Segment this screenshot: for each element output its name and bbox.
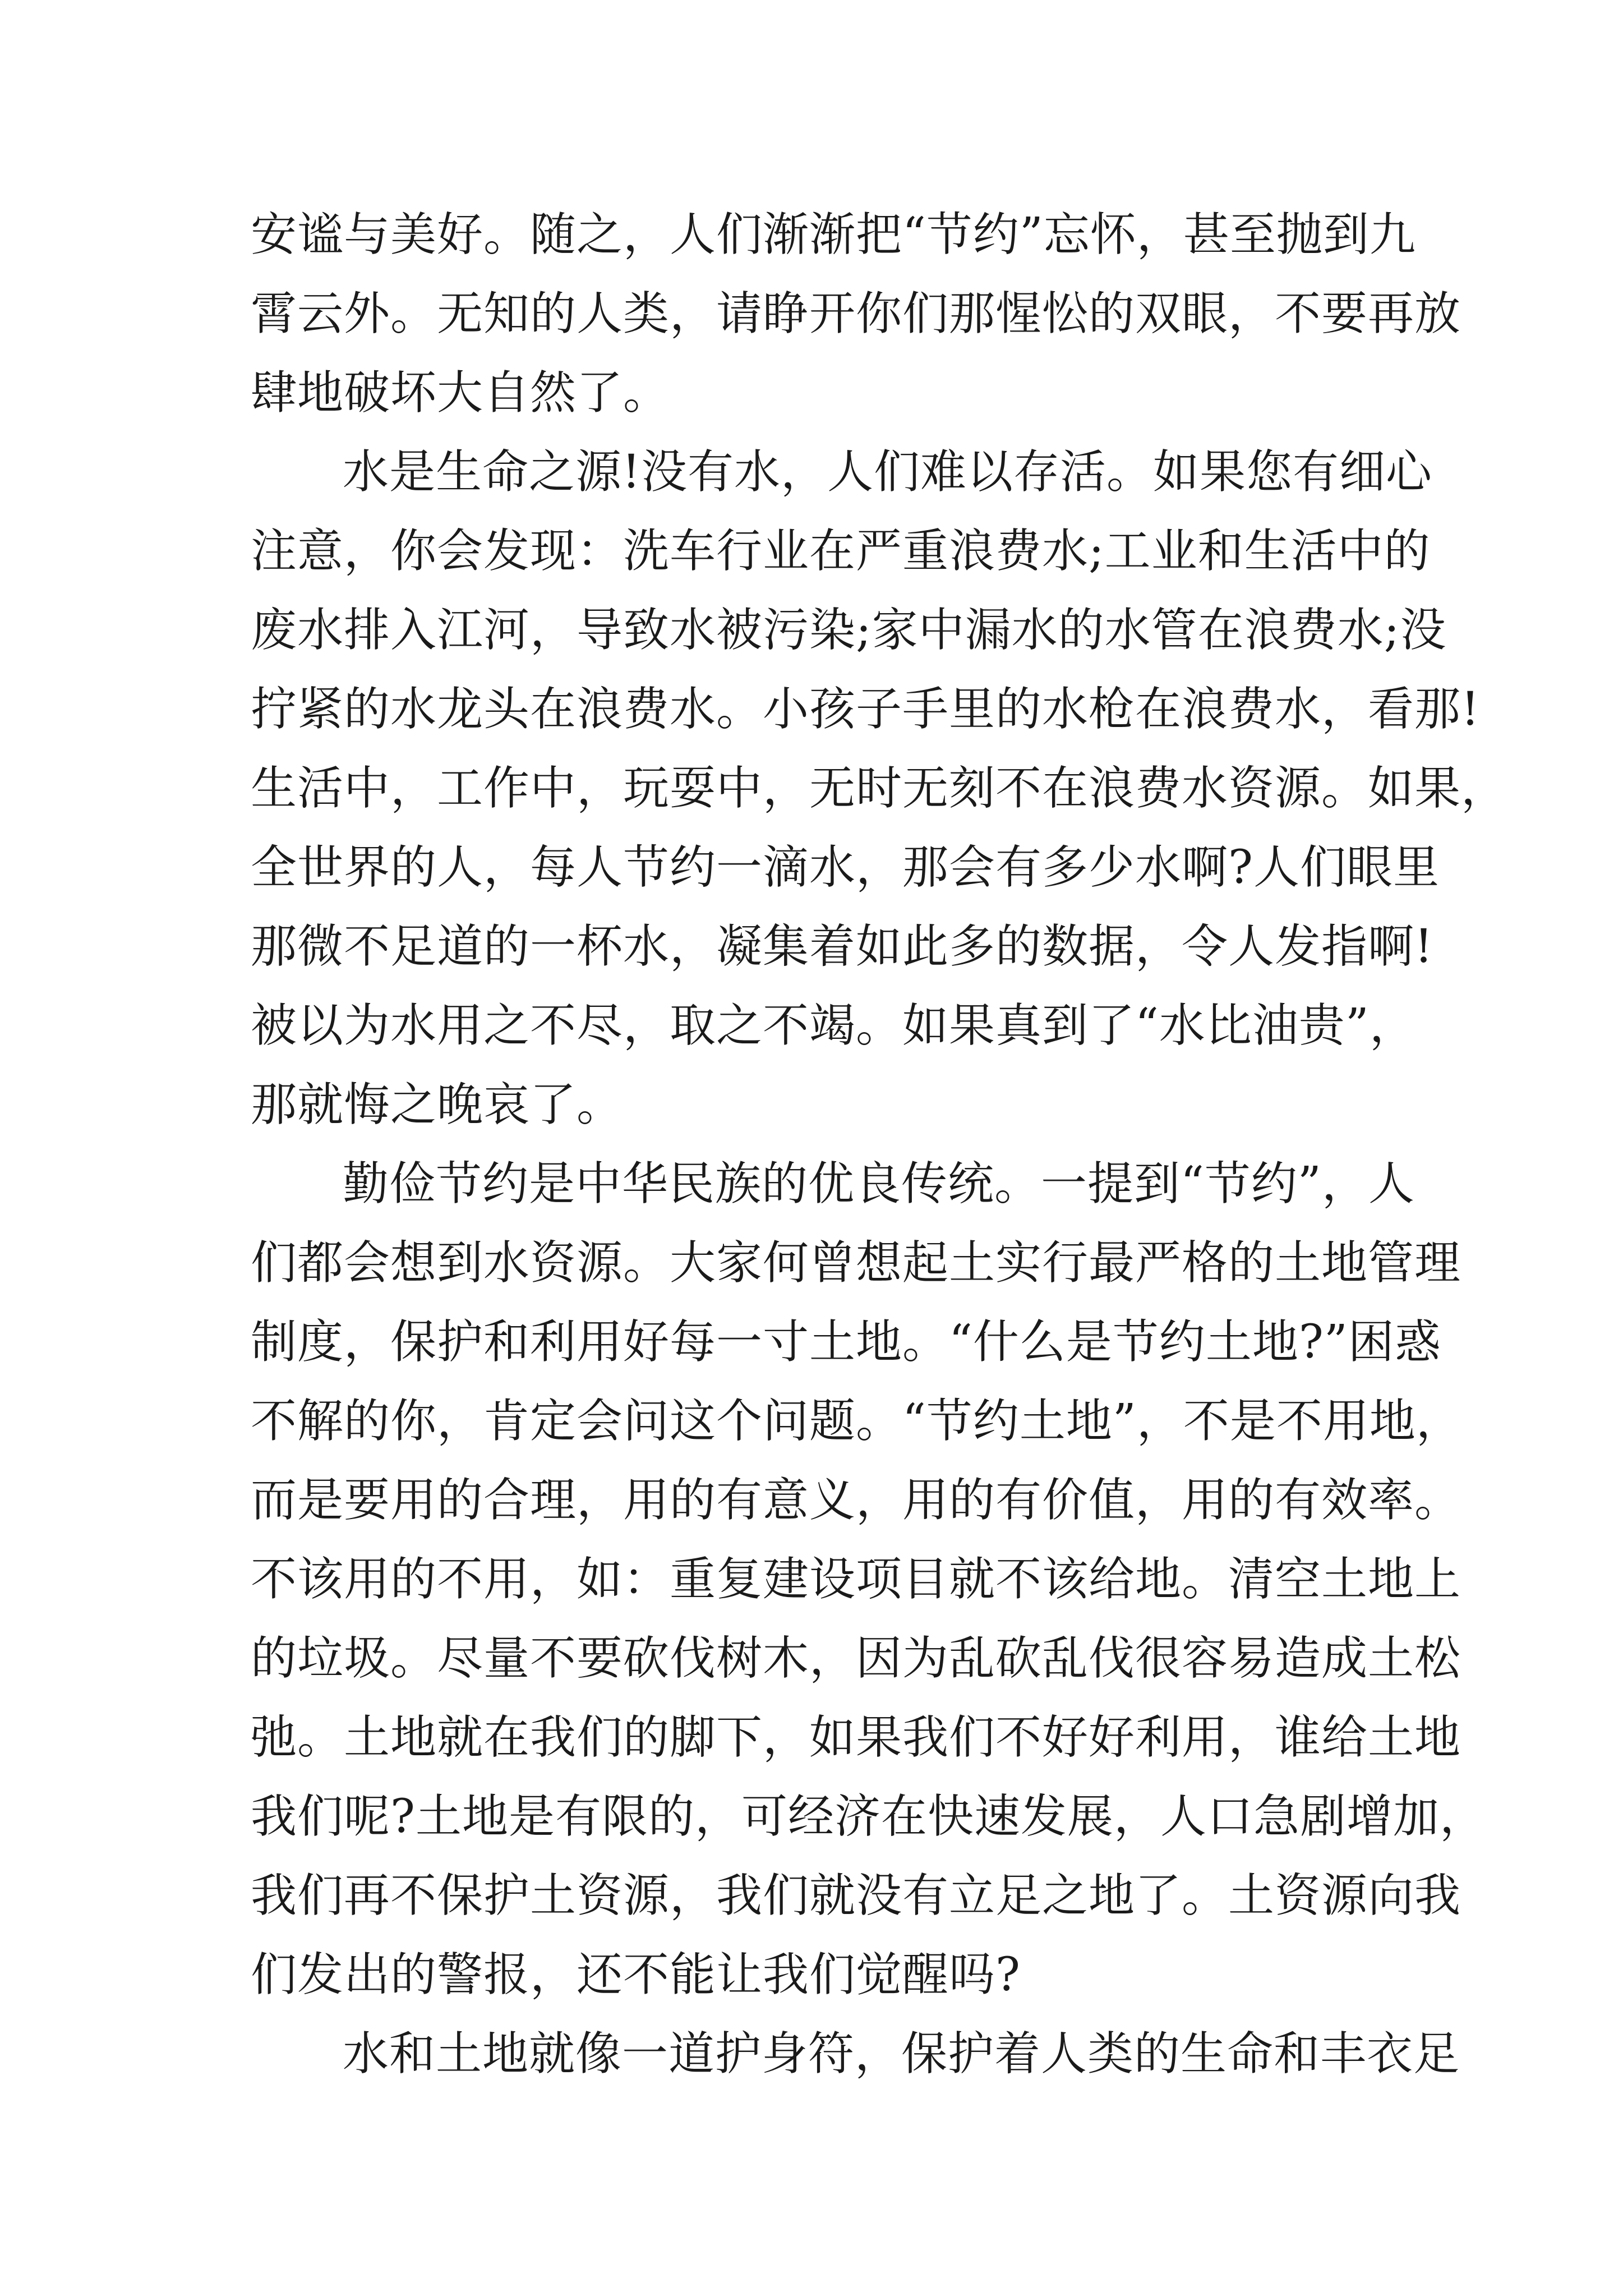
text-line: 水是生命之源!没有水，人们难以存活。如果您有细心 xyxy=(343,445,1432,499)
text-line: 霄云外。无知的人类，请睁开你们那惺忪的双眼，不要再放 xyxy=(251,287,1461,341)
text-line: 肆地破坏大自然了。 xyxy=(251,366,670,420)
text-line: 勤俭节约是中华民族的优良传统。一提到“节约”，人 xyxy=(343,1157,1415,1211)
text-line: 那就悔之晚哀了。 xyxy=(251,1078,624,1131)
paragraph-4 xyxy=(251,2014,1460,2093)
text-line: 被以为水用之不尽，取之不竭。如果真到了“水比油贵”， xyxy=(251,999,1416,1052)
paragraph-2 xyxy=(251,432,1508,1144)
text-line: 弛。土地就在我们的脚下，如果我们不好好利用，谁给土地 xyxy=(251,1711,1461,1764)
paragraph-1 xyxy=(251,195,1461,432)
text-line: 我们呢?土地是有限的，可经济在快速发展，人口急剧增加， xyxy=(251,1790,1486,1843)
paragraph-3 xyxy=(251,1144,1486,2014)
text-line: 我们再不保护土资源，我们就没有立足之地了。土资源向我 xyxy=(251,1869,1461,1922)
text-line: 不解的你，肯定会问这个问题。“节约土地”，不是不用地， xyxy=(251,1395,1463,1448)
text-line: 而是要用的合理，用的有意义，用的有价值，用的有效率。 xyxy=(251,1474,1461,1527)
text-line: 废水排入江河，导致水被污染;家中漏水的水管在浪费水;没 xyxy=(251,604,1447,657)
text-line: 注意，你会发现：洗车行业在严重浪费水;工业和生活中的 xyxy=(251,524,1431,578)
text-line: 那微不足道的一杯水，凝集着如此多的数据，令人发指啊! xyxy=(251,920,1433,973)
text-line: 们发出的警报，还不能让我们觉醒吗? xyxy=(251,1948,1021,2001)
text-line: 们都会想到水资源。大家何曾想起土实行最严格的土地管理 xyxy=(251,1236,1461,1290)
text-line: 生活中，工作中，玩耍中，无时无刻不在浪费水资源。如果， xyxy=(251,762,1508,815)
text-line: 不该用的不用，如：重复建设项目就不该给地。清空土地上 xyxy=(251,1553,1461,1606)
text-line: 水和土地就像一道护身符，保护着人类的生命和丰衣足 xyxy=(343,2027,1460,2081)
text-line: 安谧与美好。随之，人们渐渐把“节约”忘怀，甚至抛到九 xyxy=(251,208,1416,261)
text-line: 全世界的人，每人节约一滴水，那会有多少水啊?人们眼里 xyxy=(251,841,1440,894)
text-line: 制度，保护和利用好每一寸土地。“什么是节约土地?”困惑 xyxy=(251,1315,1441,1369)
body-text xyxy=(251,195,1508,2093)
text-line: 的垃圾。尽量不要砍伐树木，因为乱砍乱伐很容易造成土松 xyxy=(251,1632,1461,1685)
text-line: 拧紧的水龙头在浪费水。小孩子手里的水枪在浪费水，看那! xyxy=(251,683,1480,736)
